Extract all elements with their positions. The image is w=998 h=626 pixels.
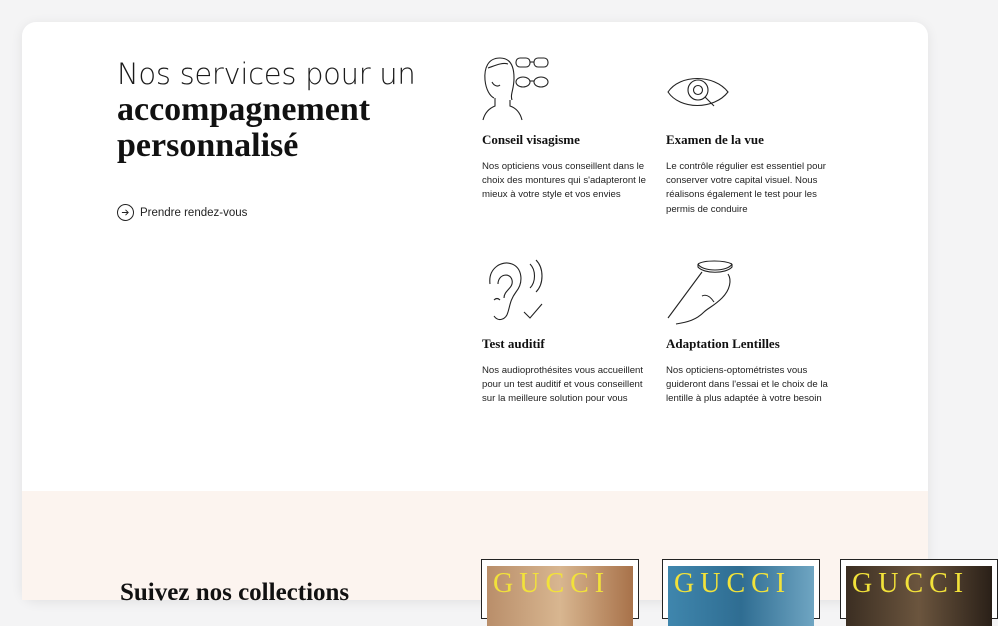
collections-title: Suivez nos collections: [120, 579, 350, 606]
service-adaptation-lentilles: [666, 258, 831, 407]
service-conseil-visagisme: [482, 54, 647, 203]
service-title: Test auditif: [482, 336, 545, 351]
ear-check-icon: [482, 258, 647, 326]
services-title-bold: accompagnement personnalisé: [117, 91, 371, 164]
services-title-light: Nos services pour un: [117, 57, 416, 91]
collections-section: [22, 491, 970, 606]
product-card-1[interactable]: [481, 559, 639, 619]
contact-lens-finger-icon: [666, 258, 831, 326]
product-image: [846, 566, 992, 626]
service-title: Conseil visagisme: [482, 132, 580, 147]
service-description: Le contrôle régulier est essentiel pour conserver votre capital visuel. Nous réalisons également le test pour les permis de conduire: [666, 161, 826, 215]
service-title: Adaptation Lentilles: [666, 336, 780, 351]
service-title: Examen de la vue: [666, 132, 764, 147]
service-description: Nos audioprothésites vous accueillent pour un test auditif et vous conseillent sur la meilleure solution pour vous: [482, 365, 644, 405]
service-test-auditif: [482, 258, 647, 407]
product-card-2[interactable]: [662, 559, 820, 619]
arrow-right-icon: [117, 204, 134, 221]
face-glasses-icon: [482, 54, 647, 122]
page-card: [22, 22, 970, 606]
service-description: Nos opticiens vous conseillent dans le choix des montures qui s'adapteront le mieux à votre style et vos envies: [482, 161, 646, 201]
service-examen-vue: [666, 54, 831, 217]
brand-logo: GUCCI: [674, 568, 792, 599]
product-image: [668, 566, 814, 626]
product-image: [487, 566, 633, 626]
eye-magnifier-icon: [666, 54, 831, 122]
brand-logo: GUCCI: [852, 568, 970, 599]
service-description: Nos opticiens-optométristes vous guideront dans l'essai et le choix de la lentille à plus adaptée à votre besoin: [666, 365, 828, 405]
appointment-link-label: Prendre rendez-vous: [140, 206, 248, 219]
brand-logo: GUCCI: [493, 568, 611, 599]
appointment-link[interactable]: [117, 204, 247, 221]
product-card-3[interactable]: [840, 559, 998, 619]
